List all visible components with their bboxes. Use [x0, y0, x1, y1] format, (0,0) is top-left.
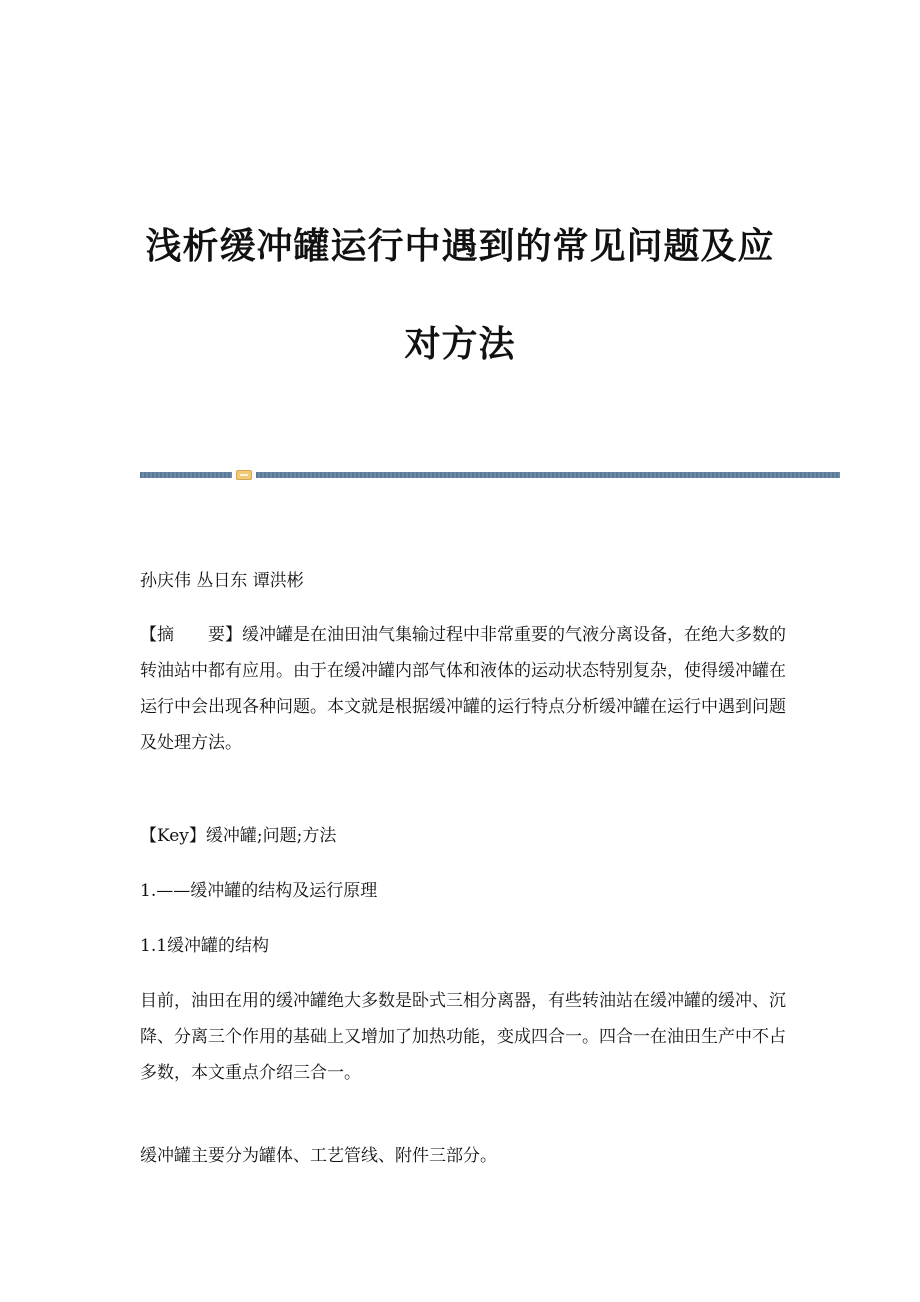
divider-bar-left — [140, 472, 232, 478]
authors: 孙庆伟 丛日东 谭洪彬 — [140, 571, 304, 591]
section-1-1-heading: 1.1缓冲罐的结构 — [140, 936, 270, 956]
title-divider — [140, 470, 840, 480]
divider-ornament-icon — [236, 470, 252, 480]
title-line-1: 浅析缓冲罐运行中遇到的常见问题及应 — [145, 225, 775, 267]
keywords: 【Key】缓冲罐;问题;方法 — [140, 826, 337, 846]
abstract: 【摘 要】缓冲罐是在油田油气集输过程中非常重要的气液分离设备，在绝大多数的转油站中都有应用。由于在缓冲罐内部气体和液体的运动状态特别复杂，使得缓冲罐在运行中会出现各种问题。本文就是根据缓冲罐的运行特点分析缓冲罐在运行中遇到问题及处理方法。 — [140, 625, 786, 753]
divider-bar-right — [256, 472, 840, 478]
paragraph-1: 目前，油田在用的缓冲罐绝大多数是卧式三相分离器，有些转油站在缓冲罐的缓冲、沉降、分离三个作用的基础上又增加了加热功能，变成四合一。四合一在油田生产中不占多数，本文重点介绍三合一。 — [140, 991, 786, 1083]
section-1-heading: 1.——缓冲罐的结构及运行原理 — [140, 881, 378, 901]
paragraph-2: 缓冲罐主要分为罐体、工艺管线、附件三部分。 — [140, 1146, 497, 1166]
title-line-2: 对方法 — [404, 323, 516, 365]
